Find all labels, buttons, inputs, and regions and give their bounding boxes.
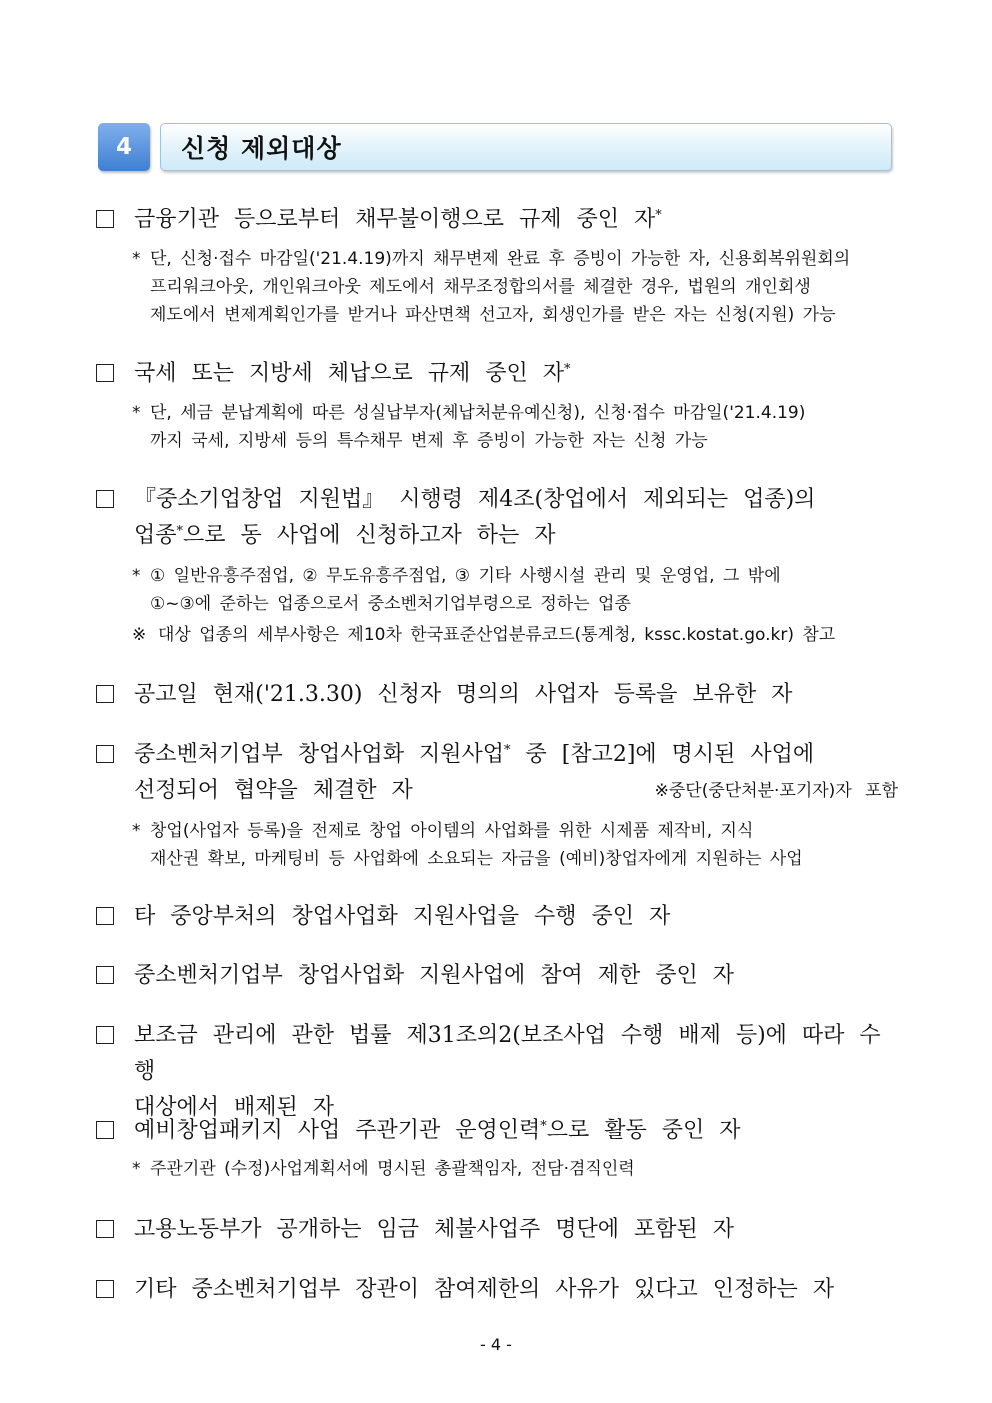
item-text: 『중소기업창업 지원법』 시행령 제4조(창업에서 제외되는 업종)의 — [134, 487, 816, 512]
footnote-marker: * — [655, 208, 662, 223]
item-text: 예비창업패키지 사업 주관기관 운영인력 — [134, 1118, 541, 1143]
list-item — [96, 1212, 898, 1248]
checkbox-icon — [96, 1121, 114, 1139]
item-text: 공고일 현재('21.3.30) 신청자 명의의 사업자 등록을 보유한 자 — [134, 682, 793, 707]
checkbox-icon — [96, 745, 114, 763]
item-note: * ① 일반유흥주점업, ② 무도유흥주점업, ③ 기타 사행시설 관리 및 운영업, 그 밖에 ①~③에 준하는 업종으로서 중소벤처기업부령으로 정하는 업종 — [132, 562, 898, 618]
checkbox-icon — [96, 1026, 114, 1044]
page-number: - 4 - — [480, 1335, 512, 1354]
item-text: 중소벤처기업부 창업사업화 지원사업에 참여 제한 중인 자 — [134, 963, 735, 988]
checkbox-icon — [96, 685, 114, 703]
list-item — [96, 356, 898, 455]
list-item — [96, 677, 898, 713]
checkbox-icon — [96, 1280, 114, 1298]
item-note: * 단, 세금 분납계획에 따른 성실납부자(체납처분유예신청), 신청·접수 마감일('21.4.19) 까지 국세, 지방세 등의 특수채무 변제 후 증빙이 가능한 자는 신청 가능 — [132, 399, 898, 455]
checkbox-icon — [96, 966, 114, 984]
item-note: * 단, 신청·접수 마감일('21.4.19)까지 채무변제 완료 후 증빙이 가능한 자, 신용회복위원회의 프리워크아웃, 개인워크아웃 제도에서 채무조정합의서를 체결한 경우, 법원의 개인회생 제도에서 변제계획인가를 받거나 파산면책 선고자, 회생인가를 받은 자는 신청(지원) 가능 — [132, 245, 898, 329]
item-text: 금융기관 등으로부터 채무불이행으로 규제 중인 자 — [134, 207, 656, 232]
item-text: 보조금 관리에 관한 법률 제31조의2(보조사업 수행 배제 등)에 따라 수행 — [134, 1023, 881, 1084]
list-item: 예비창업패키지 사업 주관기관 운영인력*으로 활동 중인 자 * 주관기관 (수정)사업계획서에 명시된 총괄책임자, 전담·겸직인력 — [96, 1113, 898, 1183]
footnote-marker: * — [540, 1119, 547, 1134]
list-item: 『중소기업창업 지원법』 시행령 제4조(창업에서 제외되는 업종)의 업종*으로 동 사업에 신청하고자 하는 자 * ① 일반유흥주점업, ② 무도유흥주점업, ③ 기타 사행시설 관리 및 운영업, 그 밖에 ①~③에 준하는 업종으로서 중소벤처기업부령으로 정하는 업종 ※ 대상 업종의 세부사항은 제10차 한국표준산업분류코드(통계청, kssc.kostat.go.kr) 참고 — [96, 482, 898, 649]
item-text: 국세 또는 지방세 체납으로 규제 중인 자 — [134, 361, 564, 386]
footnote-marker: * — [176, 524, 184, 539]
item-note: * 창업(사업자 등록)을 전제로 창업 아이템의 사업화를 위한 시제품 제작비, 지식 재산권 확보, 마케팅비 등 사업화에 소요되는 자금을 (예비)창업자에게 지원하는 사업 — [132, 817, 898, 873]
item-text: 중소벤처기업부 창업사업화 지원사업 — [134, 742, 505, 767]
checkbox-icon — [96, 1220, 114, 1238]
note-marker: * — [132, 566, 141, 586]
item-text: 고용노동부가 공개하는 임금 체불사업주 명단에 포함된 자 — [134, 1217, 735, 1242]
note-marker: * — [132, 821, 141, 841]
list-item — [96, 958, 898, 994]
inline-note: ※중단(중단처분·포기자)자 포함 — [654, 781, 898, 801]
checkbox-icon — [96, 364, 114, 382]
footnote-marker: * — [504, 743, 511, 758]
note-marker: * — [132, 1159, 141, 1179]
section-number-badge: 4 — [98, 123, 150, 171]
item-text: 기타 중소벤처기업부 장관이 참여제한의 사유가 있다고 인정하는 자 — [134, 1277, 835, 1302]
list-item — [96, 1272, 898, 1308]
list-item: 보조금 관리에 관한 법률 제31조의2(보조사업 수행 배제 등)에 따라 수행 대상에서 배제된 자 — [96, 1018, 898, 1126]
checkbox-icon — [96, 210, 114, 228]
section-title: 신청 제외대상 — [181, 134, 342, 163]
checkbox-icon — [96, 907, 114, 925]
reference-marker: ※ — [132, 625, 147, 645]
note-marker: * — [132, 403, 141, 423]
footnote-marker: * — [564, 362, 571, 377]
section-header — [98, 123, 894, 171]
item-text: 타 중앙부처의 창업사업화 지원사업을 수행 중인 자 — [134, 904, 671, 929]
note-marker: * — [132, 249, 141, 269]
section-title-box — [160, 123, 892, 171]
checkbox-icon — [96, 490, 114, 508]
reference-note: ※ 대상 업종의 세부사항은 제10차 한국표준산업분류코드(통계청, kssc.kostat.go.kr) 참고 — [132, 621, 898, 649]
item-note: * 주관기관 (수정)사업계획서에 명시된 총괄책임자, 전담·겸직인력 — [132, 1155, 898, 1183]
list-item — [96, 899, 898, 935]
list-item: 중소벤처기업부 창업사업화 지원사업* 중 [참고2]에 명시된 사업에 선정되어 협약을 체결한 자 ※중단(중단처분·포기자)자 포함 * 창업(사업자 등록)을 전제로 창업 아이템의 사업화를 위한 시제품 제작비, 지식 재산권 확보, 마케팅비 등 사업화에 소요되는 자금을 (예비)창업자에게 지원하는 사업 — [96, 737, 898, 873]
list-item — [96, 202, 898, 329]
